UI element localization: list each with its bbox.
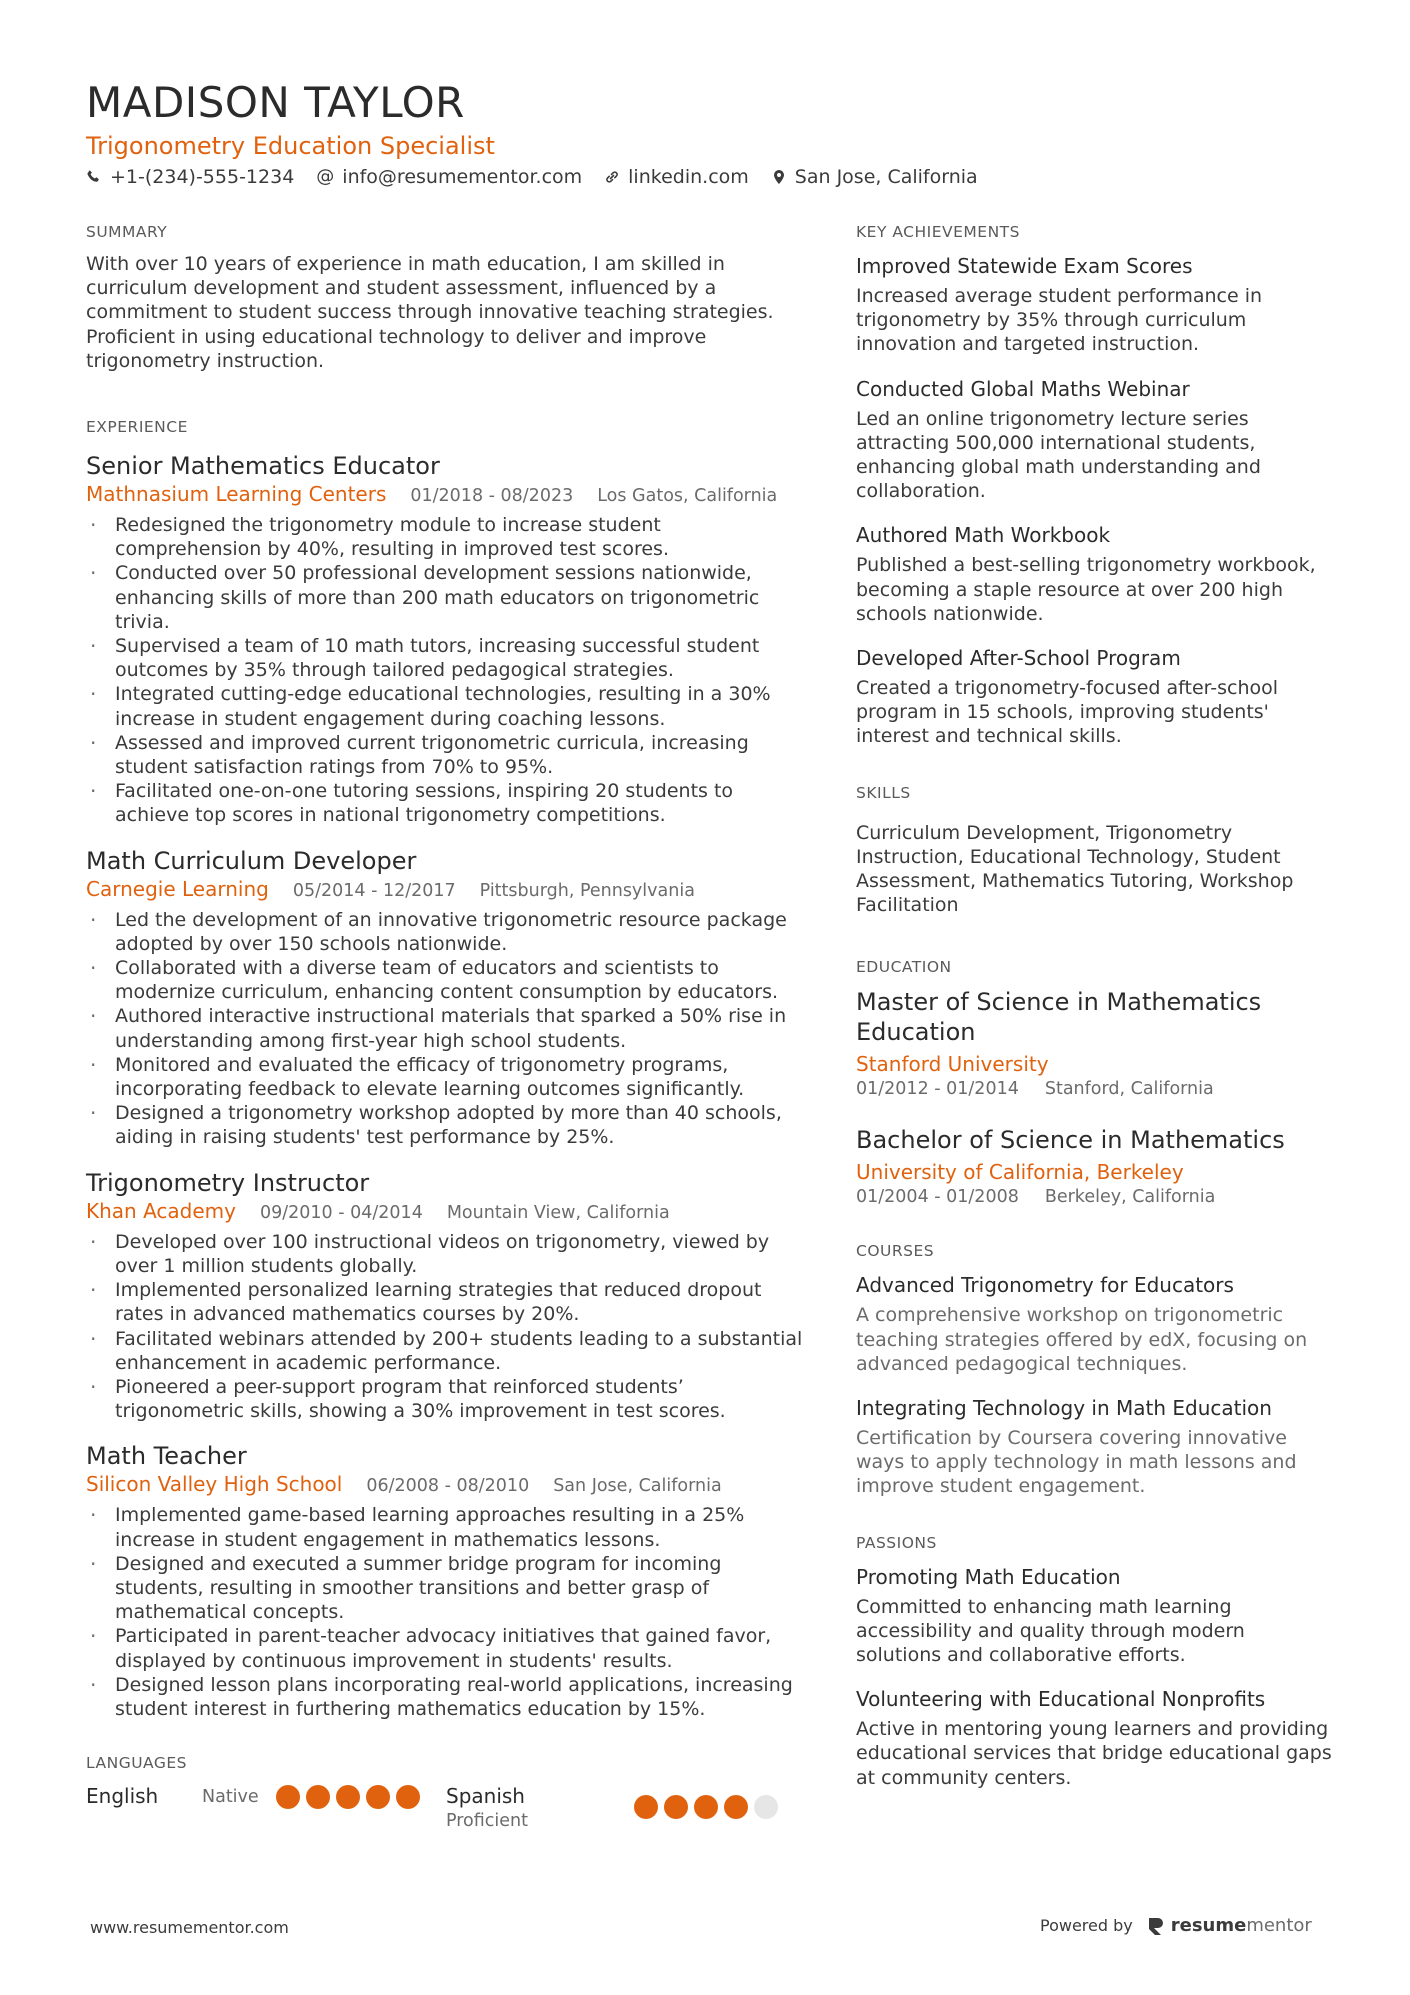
bullet-item: · Designed and executed a summer bridge program for incoming students, resulting in smoother transitions and better grasp of mathematical concepts.	[86, 1552, 806, 1625]
summary-heading: SUMMARY	[86, 223, 168, 241]
bullet-item: · Led the development of an innovative trigonometric resource package adopted by over 150 schools nationwide.	[86, 908, 806, 956]
contact-phone[interactable]	[86, 163, 294, 191]
bullet-item: · Integrated cutting-edge educational technologies, resulting in a 30% increase in student engagement during coaching lessons.	[86, 682, 806, 730]
passion-text: Active in mentoring young learners and providing educational services that bridge educational gaps at community centers.	[856, 1718, 1332, 1789]
language-level: Proficient	[446, 1811, 528, 1832]
education-dates: 01/2004 - 01/2008	[856, 1187, 1019, 1208]
job-meta	[86, 481, 806, 509]
job-title: Math Curriculum Developer	[86, 846, 417, 875]
skills-text: Curriculum Development, Trigonometry Instruction, Educational Technology, Student Assessment, Mathematics Tutoring, Workshop Facilitation	[856, 821, 1294, 917]
job-entry	[86, 846, 806, 1150]
language-level: Native	[202, 1787, 259, 1808]
course-item	[856, 1394, 1336, 1499]
company-name: Carnegie Learning	[86, 876, 269, 901]
achievement-item	[856, 644, 1336, 749]
achievement-text: Increased average student performance in trigonometry by 35% through curriculum innovation and targeted instruction.	[856, 285, 1263, 356]
education-location: Stanford, California	[1044, 1079, 1214, 1100]
right-column	[856, 222, 1336, 1828]
course-text: A comprehensive workshop on trigonometric teaching strategies offered by edX, focusing on advanced pedagogical techniques.	[856, 1304, 1308, 1375]
passion-text: Committed to enhancing math learning accessibility and quality through modern solutions and collaborative efforts.	[856, 1595, 1245, 1667]
job-entry	[86, 1168, 806, 1424]
rating-dot-filled	[336, 1785, 360, 1809]
achievements-heading: KEY ACHIEVEMENTS	[856, 223, 1020, 241]
passions-heading: PASSIONS	[856, 1533, 937, 1552]
achievement-title: Developed After-School Program	[856, 646, 1181, 671]
skills-heading: SKILLS	[856, 783, 911, 802]
at-icon: @	[316, 166, 335, 187]
bullet-item: · Conducted over 50 professional development sessions nationwide, enhancing skills of more than 200 math educators on trigonometric trivia.	[86, 561, 806, 634]
resumementor-logo-icon	[1147, 1916, 1165, 1936]
bullet-item: · Designed a trigonometry workshop adopted by more than 40 schools, aiding in raising students' test performance by 25%.	[86, 1101, 806, 1149]
education-item	[856, 987, 1336, 1101]
location-text: San Jose, California	[794, 166, 978, 188]
language-rating	[276, 1783, 420, 1809]
company-name: Silicon Valley High School	[86, 1472, 343, 1497]
achievement-text: Published a best-selling trigonometry workbook, becoming a staple resource at over 200 high schools nationwide.	[856, 554, 1316, 625]
job-location: Los Gatos, California	[597, 486, 778, 507]
education-meta	[856, 1185, 1336, 1209]
achievement-title: Authored Math Workbook	[856, 523, 1111, 548]
rating-dot-filled	[694, 1795, 718, 1819]
rating-dot-filled	[276, 1785, 300, 1809]
rating-dot-filled	[664, 1795, 688, 1819]
phone-text: +1-(234)-555-1234	[110, 166, 295, 188]
bullet-item: · Monitored and evaluated the efficacy of trigonometry programs, incorporating feedback to elevate learning outcomes significantly.	[86, 1053, 806, 1101]
contact-location	[771, 163, 978, 191]
school-name: Stanford University	[856, 1052, 1049, 1077]
contact-linkedin[interactable]	[604, 163, 749, 191]
education-dates: 01/2012 - 01/2014	[856, 1079, 1019, 1100]
contact-email[interactable]	[316, 163, 582, 191]
bullet-item: · Participated in parent-teacher advocacy initiatives that gained favor, displayed by continuous improvement in students' results.	[86, 1624, 806, 1672]
rating-dot-filled	[366, 1785, 390, 1809]
footer-url[interactable]: www.resumementor.com	[90, 1918, 289, 1937]
passion-item	[856, 1685, 1336, 1790]
language-label	[86, 1783, 202, 1809]
passion-title: Volunteering with Educational Nonprofits	[856, 1687, 1266, 1712]
summary-text: With over 10 years of experience in math education, I am skilled in curriculum development and student assessment, influenced by a commitment to student success through innovative teaching strategies. Proficient in using educational technology to deliver and improve trigonometry instruction.	[86, 253, 774, 372]
achievements-section	[856, 222, 1336, 749]
achievement-text: Created a trigonometry-focused after-school program in 15 schools, improving students' interest and technical skills.	[856, 677, 1279, 748]
bullet-item: · Assessed and improved current trigonometric curricula, increasing student satisfaction ratings from 70% to 95%.	[86, 731, 806, 779]
course-text: Certification by Coursera covering innovative ways to apply technology in math lessons and improve student engagement.	[856, 1427, 1297, 1498]
education-heading: EDUCATION	[856, 958, 952, 977]
job-title: Senior Mathematics Educator	[86, 452, 440, 481]
bullet-item: · Facilitated one-on-one tutoring sessions, inspiring 20 students to achieve top scores in national trigonometry competitions.	[86, 779, 806, 827]
courses-heading: COURSES	[856, 1242, 935, 1261]
education-section	[856, 957, 1336, 1209]
job-bullets	[86, 1230, 806, 1424]
brand-name-bold: resume	[1170, 1915, 1247, 1936]
bullet-item: · Redesigned the trigonometry module to increase student comprehension by 40%, resulting in improved test scores.	[86, 513, 806, 561]
job-dates: 05/2014 - 12/2017	[292, 880, 456, 901]
job-meta	[86, 1198, 806, 1226]
candidate-role: Trigonometry Education Specialist	[86, 132, 495, 160]
email-text: info@resumementor.com	[342, 166, 583, 188]
job-location: Mountain View, California	[446, 1202, 670, 1223]
achievement-item	[856, 375, 1336, 504]
job-bullets	[86, 1503, 806, 1721]
achievement-title: Improved Statewide Exam Scores	[856, 254, 1193, 278]
bullet-item: · Implemented personalized learning strategies that reduced dropout rates in advanced mathematics courses by 20%.	[86, 1278, 806, 1326]
passion-title: Promoting Math Education	[856, 1564, 1121, 1589]
language-item	[86, 1783, 446, 1809]
linkedin-text: linkedin.com	[628, 166, 749, 188]
rating-dot-filled	[634, 1795, 658, 1819]
school-name: University of California, Berkeley	[856, 1160, 1184, 1185]
job-dates: 01/2018 - 08/2023	[410, 486, 574, 507]
bullet-item: · Collaborated with a diverse team of educators and scientists to modernize curriculum, enhancing content consumption by educators.	[86, 956, 806, 1004]
brand-logo[interactable]	[1147, 1915, 1312, 1936]
left-column	[86, 222, 806, 1833]
achievement-title: Conducted Global Maths Webinar	[856, 376, 1190, 401]
location-pin-icon	[771, 169, 787, 185]
language-rating	[634, 1783, 778, 1819]
language-name: Spanish	[446, 1784, 525, 1809]
experience-heading: EXPERIENCE	[86, 418, 188, 437]
job-location: San Jose, California	[553, 1476, 722, 1497]
achievement-text: Led an online trigonometry lecture series attracting 500,000 international students, enhancing global math understanding and collaboration.	[856, 407, 1261, 503]
job-title: Trigonometry Instructor	[86, 1168, 370, 1197]
brand-name-light: mentor	[1246, 1915, 1312, 1936]
languages-row	[86, 1783, 806, 1833]
bullet-item: · Implemented game-based learning approaches resulting in a 25% increase in student engagement in mathematics lessons.	[86, 1503, 806, 1551]
education-item	[856, 1125, 1336, 1209]
achievement-item	[856, 521, 1336, 626]
job-title: Math Teacher	[86, 1442, 247, 1471]
passions-section	[856, 1533, 1336, 1790]
rating-dot-filled	[396, 1785, 420, 1809]
course-item	[856, 1271, 1336, 1376]
education-location: Berkeley, California	[1044, 1187, 1216, 1208]
languages-heading: LANGUAGES	[86, 1754, 188, 1773]
passion-item	[856, 1563, 1336, 1668]
course-title: Advanced Trigonometry for Educators	[856, 1273, 1234, 1298]
phone-icon	[86, 169, 102, 185]
courses-section	[856, 1241, 1336, 1498]
candidate-name: MADISON TAYLOR	[86, 78, 465, 127]
powered-by	[1040, 1915, 1312, 1936]
job-meta	[86, 1471, 806, 1499]
job-dates: 06/2008 - 08/2010	[366, 1476, 530, 1497]
degree-title: Bachelor of Science in Mathematics	[856, 1126, 1285, 1155]
achievement-item	[856, 252, 1336, 357]
degree-title: Master of Science in Mathematics Education	[856, 988, 1262, 1047]
job-bullets	[86, 513, 806, 828]
bullet-item: · Authored interactive instructional materials that sparked a 50% rise in understanding among first-year high school students.	[86, 1004, 806, 1052]
company-name: Khan Academy	[86, 1198, 236, 1223]
bullet-item: · Facilitated webinars attended by 200+ students leading to a substantial enhancement in academic performance.	[86, 1327, 806, 1375]
rating-dot-filled	[724, 1795, 748, 1819]
course-title: Integrating Technology in Math Education	[856, 1396, 1272, 1421]
language-item	[446, 1783, 806, 1833]
bullet-item: · Designed lesson plans incorporating real-world applications, increasing student interest in furthering mathematics education by 15%.	[86, 1673, 806, 1721]
summary-section	[86, 222, 806, 373]
bullet-item: · Pioneered a peer-support program that reinforced students’ trigonometric skills, showing a 30% improvement in test scores.	[86, 1375, 806, 1423]
language-label	[446, 1783, 634, 1833]
experience-section	[86, 417, 806, 1721]
bullet-item: · Supervised a team of 10 math tutors, increasing successful student outcomes by 35% through tailored pedagogical strategies.	[86, 634, 806, 682]
job-dates: 09/2010 - 04/2014	[259, 1202, 423, 1223]
language-name: English	[86, 1784, 159, 1809]
job-entry	[86, 1441, 806, 1721]
skills-section	[856, 783, 1336, 918]
powered-by-label: Powered by	[1040, 1916, 1133, 1935]
contact-bar	[86, 163, 978, 191]
job-entry	[86, 451, 806, 828]
link-icon	[604, 169, 620, 185]
job-location: Pittsburgh, Pennsylvania	[479, 880, 695, 901]
education-meta	[856, 1077, 1336, 1101]
rating-dot-filled	[306, 1785, 330, 1809]
job-meta	[86, 876, 806, 904]
languages-section	[86, 1753, 806, 1833]
job-bullets	[86, 908, 806, 1150]
bullet-item: · Developed over 100 instructional videos on trigonometry, viewed by over 1 million students globally.	[86, 1230, 806, 1278]
rating-dot-empty	[754, 1795, 778, 1819]
company-name: Mathnasium Learning Centers	[86, 482, 387, 507]
